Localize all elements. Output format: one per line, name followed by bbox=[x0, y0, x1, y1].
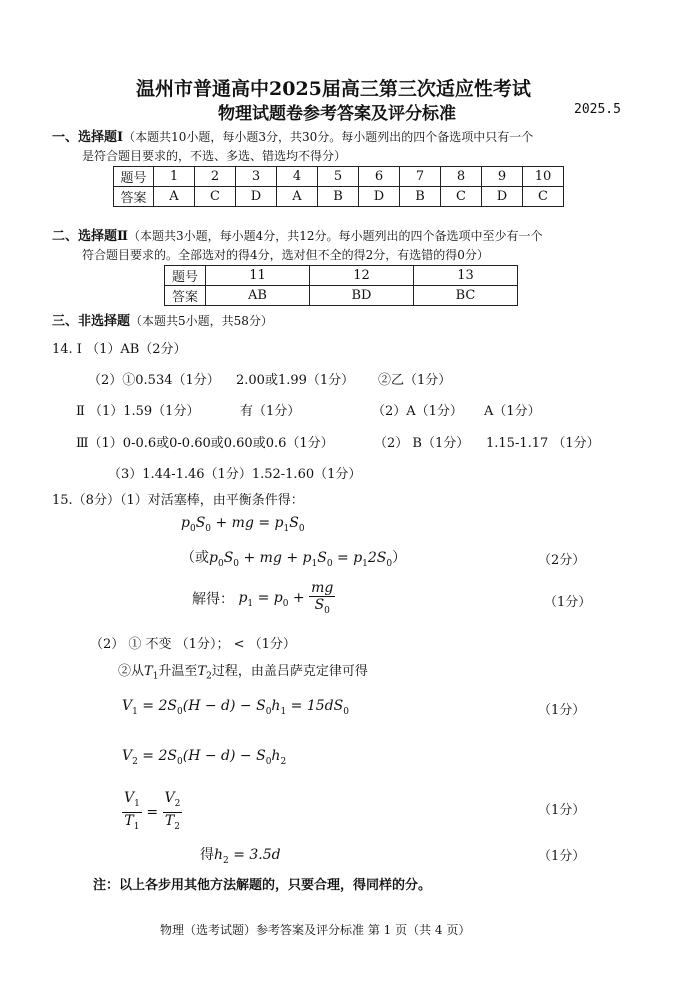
question-number: 13 bbox=[414, 266, 518, 286]
table-row bbox=[114, 187, 564, 207]
desc-b: 升温至 bbox=[158, 664, 198, 679]
q14-line3d: A（1分） bbox=[484, 404, 541, 419]
section1-heading: 一、选择题Ⅰ bbox=[52, 130, 124, 145]
question-number: 11 bbox=[206, 266, 310, 286]
answer-cell: A bbox=[277, 187, 318, 207]
eq2-suffix: ） bbox=[392, 550, 407, 566]
question-number: 5 bbox=[318, 167, 359, 187]
question-number: 6 bbox=[359, 167, 400, 187]
table-row bbox=[114, 167, 564, 187]
grading-note: 注：以上各步用其他方法解题的，只要合理，得同样的分。 bbox=[93, 878, 432, 893]
q14-line4a: Ⅲ（1）0-0.6或0-0.60或0.60或0.6（1分） bbox=[76, 436, 334, 451]
result-prefix: 得 bbox=[200, 847, 214, 863]
question-number: 4 bbox=[277, 167, 318, 187]
table-label: 题号 bbox=[165, 266, 206, 286]
section2-heading: 二、选择题Ⅱ bbox=[52, 229, 128, 244]
section1-desc-2: 是符合题目要求的，不选、多选、错选均不得分） bbox=[82, 149, 347, 163]
q14-line4c: 1.15-1.17 （1分） bbox=[486, 436, 600, 451]
answer-cell: A bbox=[154, 187, 195, 207]
score-1pt: （1分） bbox=[538, 703, 586, 718]
equation-v1: $V_1 = 2S_0(H - d) - S_0h_1 = 15dS_0$ bbox=[122, 698, 349, 717]
score-2pts: （2分） bbox=[538, 553, 586, 568]
result-h2: 得$h_2 = 3.5d$ bbox=[200, 847, 281, 866]
table-label: 答案 bbox=[114, 187, 154, 207]
question-number: 9 bbox=[482, 167, 523, 187]
answer-cell: B bbox=[318, 187, 359, 207]
answer-cell: BD bbox=[310, 286, 414, 306]
q14-line4b: （2） B（1分） bbox=[374, 436, 470, 451]
answer-cell: AB bbox=[206, 286, 310, 306]
equation-balance-alt: （或$p_0S_0$ + mg + $p_1S_0 = p_12S_0$） bbox=[181, 550, 407, 569]
q14-line3c: （2）A（1分） bbox=[372, 404, 463, 419]
section2-header bbox=[52, 225, 543, 244]
q15-intro: 15.（8分）（1）对活塞棒，由平衡条件得： bbox=[52, 493, 304, 508]
answer-cell: C bbox=[523, 187, 564, 207]
q14-line1: 14. Ⅰ （1）AB（2分） bbox=[52, 342, 187, 357]
section2-answer-table bbox=[164, 265, 518, 306]
score-1pt: （1分） bbox=[538, 849, 586, 864]
answer-cell: D bbox=[236, 187, 277, 207]
answer-cell: D bbox=[482, 187, 523, 207]
score-1pt: （1分） bbox=[538, 803, 586, 818]
table-label: 题号 bbox=[114, 167, 154, 187]
table-label: 答案 bbox=[165, 286, 206, 306]
section2-desc-1: （本题共3小题，每小题4分，共12分。每小题列出的四个备选项中至少有一个 bbox=[127, 229, 543, 243]
answer-cell: BC bbox=[414, 286, 518, 306]
eq2-prefix: （或 bbox=[181, 550, 209, 566]
exam-title: 温州市普通高中2025届高三第三次适应性考试 bbox=[136, 78, 531, 100]
fraction-mg-s0: $\frac{mg}{S_0}$ bbox=[311, 580, 334, 616]
q14-line3a: Ⅱ （1）1.59（1分） bbox=[76, 404, 200, 419]
solve-label: 解得： bbox=[192, 591, 234, 608]
question-number: 8 bbox=[441, 167, 482, 187]
score-1pt: （1分） bbox=[544, 595, 592, 610]
question-number: 3 bbox=[236, 167, 277, 187]
section1-header bbox=[52, 126, 533, 145]
question-number: 2 bbox=[195, 167, 236, 187]
section2-desc-2: 符合题目要求的。全部选对的得4分，选对但不全的得2分，有选错的得0分） bbox=[82, 248, 489, 262]
section3-desc: （本题共5小题，共58分） bbox=[130, 314, 273, 328]
equation-balance: $p_0S_0$ + mg = $p_1S_0$ bbox=[181, 515, 305, 534]
question-number: 7 bbox=[400, 167, 441, 187]
q14-line2c: ②乙（1分） bbox=[378, 373, 452, 388]
page-footer: 物理（选考试题）参考答案及评分标准 第 1 页（共 4 页） bbox=[160, 923, 471, 937]
solution-p1: 解得： $p_1 = p_0$ + $\frac{mg}{S_0}$ bbox=[192, 580, 335, 619]
exam-subtitle: 物理试题卷参考答案及评分标准 bbox=[218, 104, 456, 124]
q14-line2a: （2）①0.534（1分） bbox=[88, 373, 220, 388]
question-number: 10 bbox=[523, 167, 564, 187]
answer-cell: B bbox=[400, 187, 441, 207]
desc-a: ②从 bbox=[118, 664, 145, 679]
q14-line5: （3）1.44-1.46（1分）1.52-1.60（1分） bbox=[108, 467, 362, 482]
q15-part2: （2） ① 不变 （1分）； < （1分） bbox=[90, 637, 296, 652]
exam-date: 2025.5 bbox=[574, 102, 621, 117]
q14-line2b: 2.00或1.99（1分） bbox=[236, 373, 355, 388]
equation-v2: $V_2 = 2S_0(H - d) - S_0h_2$ bbox=[122, 748, 287, 767]
equation-gay-lussac: $\frac{V_1}{T_1}$ = $\frac{V_2}{T_2}$ bbox=[124, 790, 181, 832]
answer-cell: C bbox=[441, 187, 482, 207]
answer-cell: D bbox=[359, 187, 400, 207]
section3-heading: 三、非选择题 bbox=[52, 314, 131, 329]
q14-line3b: 有（1分） bbox=[240, 404, 301, 419]
answer-cell: C bbox=[195, 187, 236, 207]
question-number: 1 bbox=[154, 167, 195, 187]
section1-desc-1: （本题共10小题，每小题3分，共30分。每小题列出的四个备选项中只有一个 bbox=[123, 130, 534, 144]
q15-part2-desc: ②从$T_1$升温至$T_2$过程，由盖吕萨克定律可得 bbox=[118, 664, 368, 682]
table-row bbox=[165, 286, 518, 306]
question-number: 12 bbox=[310, 266, 414, 286]
section3-header bbox=[52, 310, 273, 329]
desc-c: 过程，由盖吕萨克定律可得 bbox=[211, 664, 368, 679]
section1-answer-table bbox=[113, 166, 564, 207]
table-row bbox=[165, 266, 518, 286]
